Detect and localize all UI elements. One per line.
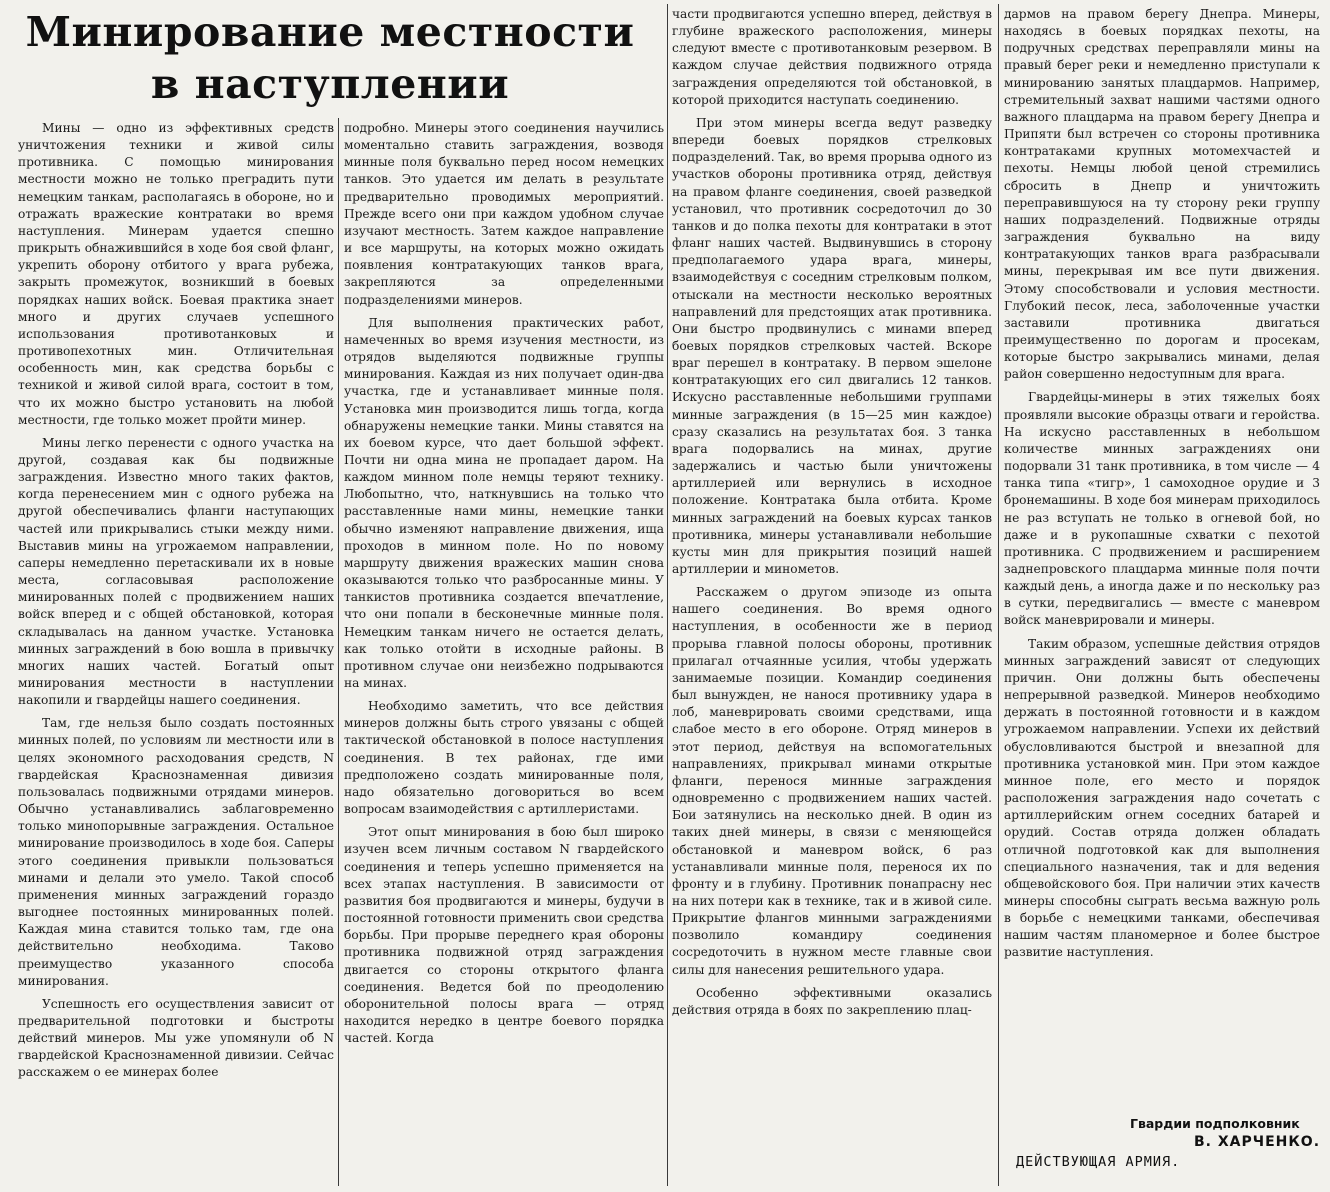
paragraph: Успешность его осуществления зависит от предварительной подготовки и быстроты действий минеров. Мы уже упомянули об N гвардейской Краснознаменной дивизии. Сейчас расскажем о ее минерах более: [18, 996, 334, 1080]
paragraph: подробно. Минеры этого соединения научились моментально ставить заграждения, возводя минные поля буквально перед носом немецких танков. Это удается им делать в результате предварительно проводимых мероприятий. Прежде всего они при каждом удобном случае изучают местность. Затем каждое направление и все маршруты, на которых можно ожидать появления контратакующих танков врага, закрепляются за определенными подразделениями минеров.: [344, 121, 664, 307]
title-line-2: в наступлении: [150, 60, 510, 108]
column-divider: [998, 4, 999, 1186]
paragraph: Мины — одно из эффективных средств уничтожения техники и живой силы противника. С помощью минирования местности можно не только преградить пути немецким танкам, располагаясь в обороне, но и отражать вражеские контратаки во время наступления. Минерам удается спешно прикрыть обнажившийся в ходе боя свой фланг, укрепить оборону отбитого у врага рубежа, закрыть промежуток, возникший в боевых порядках наших войск. Боевая практика знает много и других случаев успешного использования противотанковых и противопехотных мин. Отличительная особенность мин, как средства борьбы с техникой и живой силой врага, состоит в том, что их можно быстро установить на любой местности, где только может пройти минер.: [18, 121, 334, 427]
paragraph: Необходимо заметить, что все действия минеров должны быть строго увязаны с общей тактической обстановкой в полосе наступления соединения. В тех районах, где ими предположено создать минированные поля, надо обязательно договориться во всем вопросам взаимодействия с артиллеристами.: [344, 699, 664, 817]
paragraph: Расскажем о другом эпизоде из опыта нашего соединения. Во время одного наступления, в особенности же в период прорыва главной полосы обороны, противник прилагал отчаянные усилия, чтобы удержать занимаемые позиции. Командир соединения был вынужден, не нанося противнику удара в лоб, маневрировать своими средствами, ища слабое место в его обороне. Отряд минеров в этот период, действуя на вспомогательных направлениях, прикрывал минами открытые фланги, перенося минные заграждения одновременно с продвижением наших частей. Бои затянулись на несколько дней. В один из таких дней минеры, в связи с меняющейся обстановкой и маневром войск, 6 раз устанавливали минные поля, перенося их по фронту и в глубину. Противник понапрасну нес на них потери как в технике, так и в живой силе. Прикрытие флангов минными заграждениями позволило командиру соединения сосредоточить в нужном месте главные свои силы для нанесения решительного удара.: [672, 585, 992, 977]
column-divider: [667, 4, 668, 1186]
paragraph: Особенно эффективными оказались действия отряда в боях по закреплению плац-: [672, 985, 992, 1017]
text-column-4: [1004, 6, 1320, 1126]
paragraph: Гвардейцы-минеры в этих тяжелых боях проявляли высокие образцы отваги и геройства. На искусно расставленных в небольшом количестве минных заграждениях они подорвали 31 танк противника, в том числе — 4 танка типа «тигр», 1 самоходное орудие и 3 бронемашины. В ходе боя минерам приходилось не раз вступать не только в огневой бой, но даже и в рукопашные схватки с пехотой противника. С продвижением и расширением заднепровского плацдарма минные поля почти каждый день, а иногда даже и по нескольку раз в сутки, передвигались — вместе с маневром войск маневрировали и минеры.: [1004, 390, 1320, 628]
author-name: В. ХАРЧЕНКО.: [1194, 1134, 1321, 1150]
paragraph: Мины легко перенести с одного участка на другой, создавая как бы подвижные заграждения. Известно много таких фактов, когда перенесением мин с одного рубежа на другой обеспечивались фланги наступающих частей или прикрывались стыки между ними. Выставив мины на угрожаемом направлении, саперы немедленно перетаскивали их в новые места, согласовывая расположение минированных полей с продвижением наших войск вперед и с общей обстановкой, которая складывалась на данном участке. Установка минных заграждений в бою вошла в привычку многих наших частей. Богатый опыт минирования местности в наступлении накопили и гвардейцы нашего соединения.: [18, 435, 334, 708]
text-column-1: [18, 120, 334, 1186]
paragraph: При этом минеры всегда ведут разведку впереди боевых порядков стрелковых подразделений. Так, во время прорыва одного из участков обороны противника отряд, действуя на правом фланге соединения, своей разведкой установил, что противник сосредоточил до 30 танков и до полка пехоты для контратаки в этот фланг наших частей. Выдвинувшись в сторону предполагаемого удара врага, минеры, взаимодействуя с соседним стрелковым полком, отыскали на местности несколько вероятных направлений для предстоящих атак противника. Они быстро продвинулись с минами вперед боевых порядков стрелковых частей. Вскоре враг перешел в контратаку. В первом эшелоне контратакующих его сил двигались 12 танков. Искусно расставленные небольшими группами минные заграждения (в 15—25 мин каждое) сразу сказались на результатах боя. 3 танка врага подорвались на минах, другие задержались и частью были уничтожены артиллерией или вернулись в исходное положение. Контратака была отбита. Кроме минных заграждений на боевых курсах танков противника, минеры устанавливали небольшие кусты мин для прикрытия позиций нашей артиллерии и минометов.: [672, 115, 992, 576]
article-title: [20, 6, 640, 110]
paragraph: Этот опыт минирования в бою был широко изучен всем личным составом N гвардейского соединения и теперь успешно применяется на всех этапах наступления. В зависимости от развития боя продвигаются и минеры, будучи в постоянной готовности применить свои средства борьбы. При прорыве переднего края обороны противника подвижной отряд заграждения двигается со стороны открытого фланга соединения. Ведется бой по преодолению оборонительной полосы врага — отряд находится нередко в центре боевого порядка частей. Когда: [344, 825, 664, 1046]
paragraph: Для выполнения практических работ, намеченных во время изучения местности, из отрядов выделяются подвижные группы минирования. Каждая из них получает один-два участка, где и устанавливает минные поля. Установка мин производится лишь тогда, когда обнаружены немецкие танки. Мины ставятся на их боевом курсе, что дает большой эффект. Почти ни одна мина не пропадает даром. На каждом минном поле немцы теряют технику. Любопытно, что, наткнувшись на только что расставленные нами мины, немецкие танки обычно изменяют направление движения, ища проходов в минном поле. Но по новому маршруту движения вражеских машин снова оказываются только что разбросанные мины. У танкистов противника создается впечатление, что они попали в бесконечные минные поля. Немецким танкам ничего не остается делать, как только отойти в исходные районы. В противном случае они неизбежно подрываются на минах.: [344, 315, 664, 690]
author-rank: Гвардии подполковник: [1130, 1116, 1300, 1131]
text-column-3: [672, 6, 992, 1186]
text-column-2: [344, 120, 664, 1186]
column-divider: [338, 118, 339, 1186]
paragraph: Таким образом, успешные действия отрядов минных заграждений зависят от следующих причин. Они должны быть обеспечены непрерывной разведкой. Минеров необходимо держать в постоянной готовности и в каждом угрожаемом направлении. Успехи их действий обусловливаются быстрой и внезапной для противника установкой мин. При этом каждое минное поле, его место и порядок расположения заграждения надо сочетать с артиллерийским огнем соседних батарей и орудий. Состав отряда должен обладать отличной подготовкой как для выполнения специального назначения, так и для ведения общевойскового боя. При наличии этих качеств минеры способны сыграть весьма важную роль в борьбе с немецкими танками, обеспечивая нашим частям планомерное и более быстрое развитие наступления.: [1004, 636, 1320, 960]
paragraph: дармов на правом берегу Днепра. Минеры, находясь в боевых порядках пехоты, на подручных средствах переправляли мины на правый берег реки и немедленно приступали к минированию занятых плацдармов. Например, стремительный захват нашими частями одного важного плацдарма на правом берегу Днепра и Припяти был встречен со стороны противника контратаками крупных мотомехчастей и пехоты. Немцы любой ценой стремились сбросить в Днепр и уничтожить переправившуюся на ту сторону реки группу наших подразделений. Подвижные отряды заграждения буквально на виду контратакующих танков врага разбрасывали мины, перекрывая им все пути движения. Этому способствовали и условия местности. Глубокий песок, леса, заболоченные участки заставили противника двигаться преимущественно по дорогам и просекам, которые быстро закрывались минами, делая район совершенно недоступным для врага.: [1004, 7, 1320, 382]
dateline: ДЕЙСТВУЮЩАЯ АРМИЯ.: [1016, 1154, 1181, 1170]
paragraph: Там, где нельзя было создать постоянных минных полей, по условиям ли местности или в целях экономного расходования средств, N гвардейская Краснознаменная дивизия пользовалась подвижными отрядами минеров. Обычно устанавливались заблаговременно только минопорывные заграждения. Остальное минирование производилось в ходе боя. Саперы этого соединения привыкли пользоваться минами и делали это умело. Такой способ применения минных заграждений гораздо выгоднее постоянных минированных полей. Каждая мина ставится только там, где она действительно необходима. Таково преимущество указанного способа минирования.: [18, 716, 334, 988]
title-line-1: Минирование местности: [25, 8, 635, 56]
paragraph: части продвигаются успешно вперед, действуя в глубине вражеского расположения, минеры следуют вместе с противотанковым резервом. В каждом случае действия подвижного отряда заграждения определяются той обстановкой, в которой приходится наступать соединению.: [672, 7, 992, 107]
